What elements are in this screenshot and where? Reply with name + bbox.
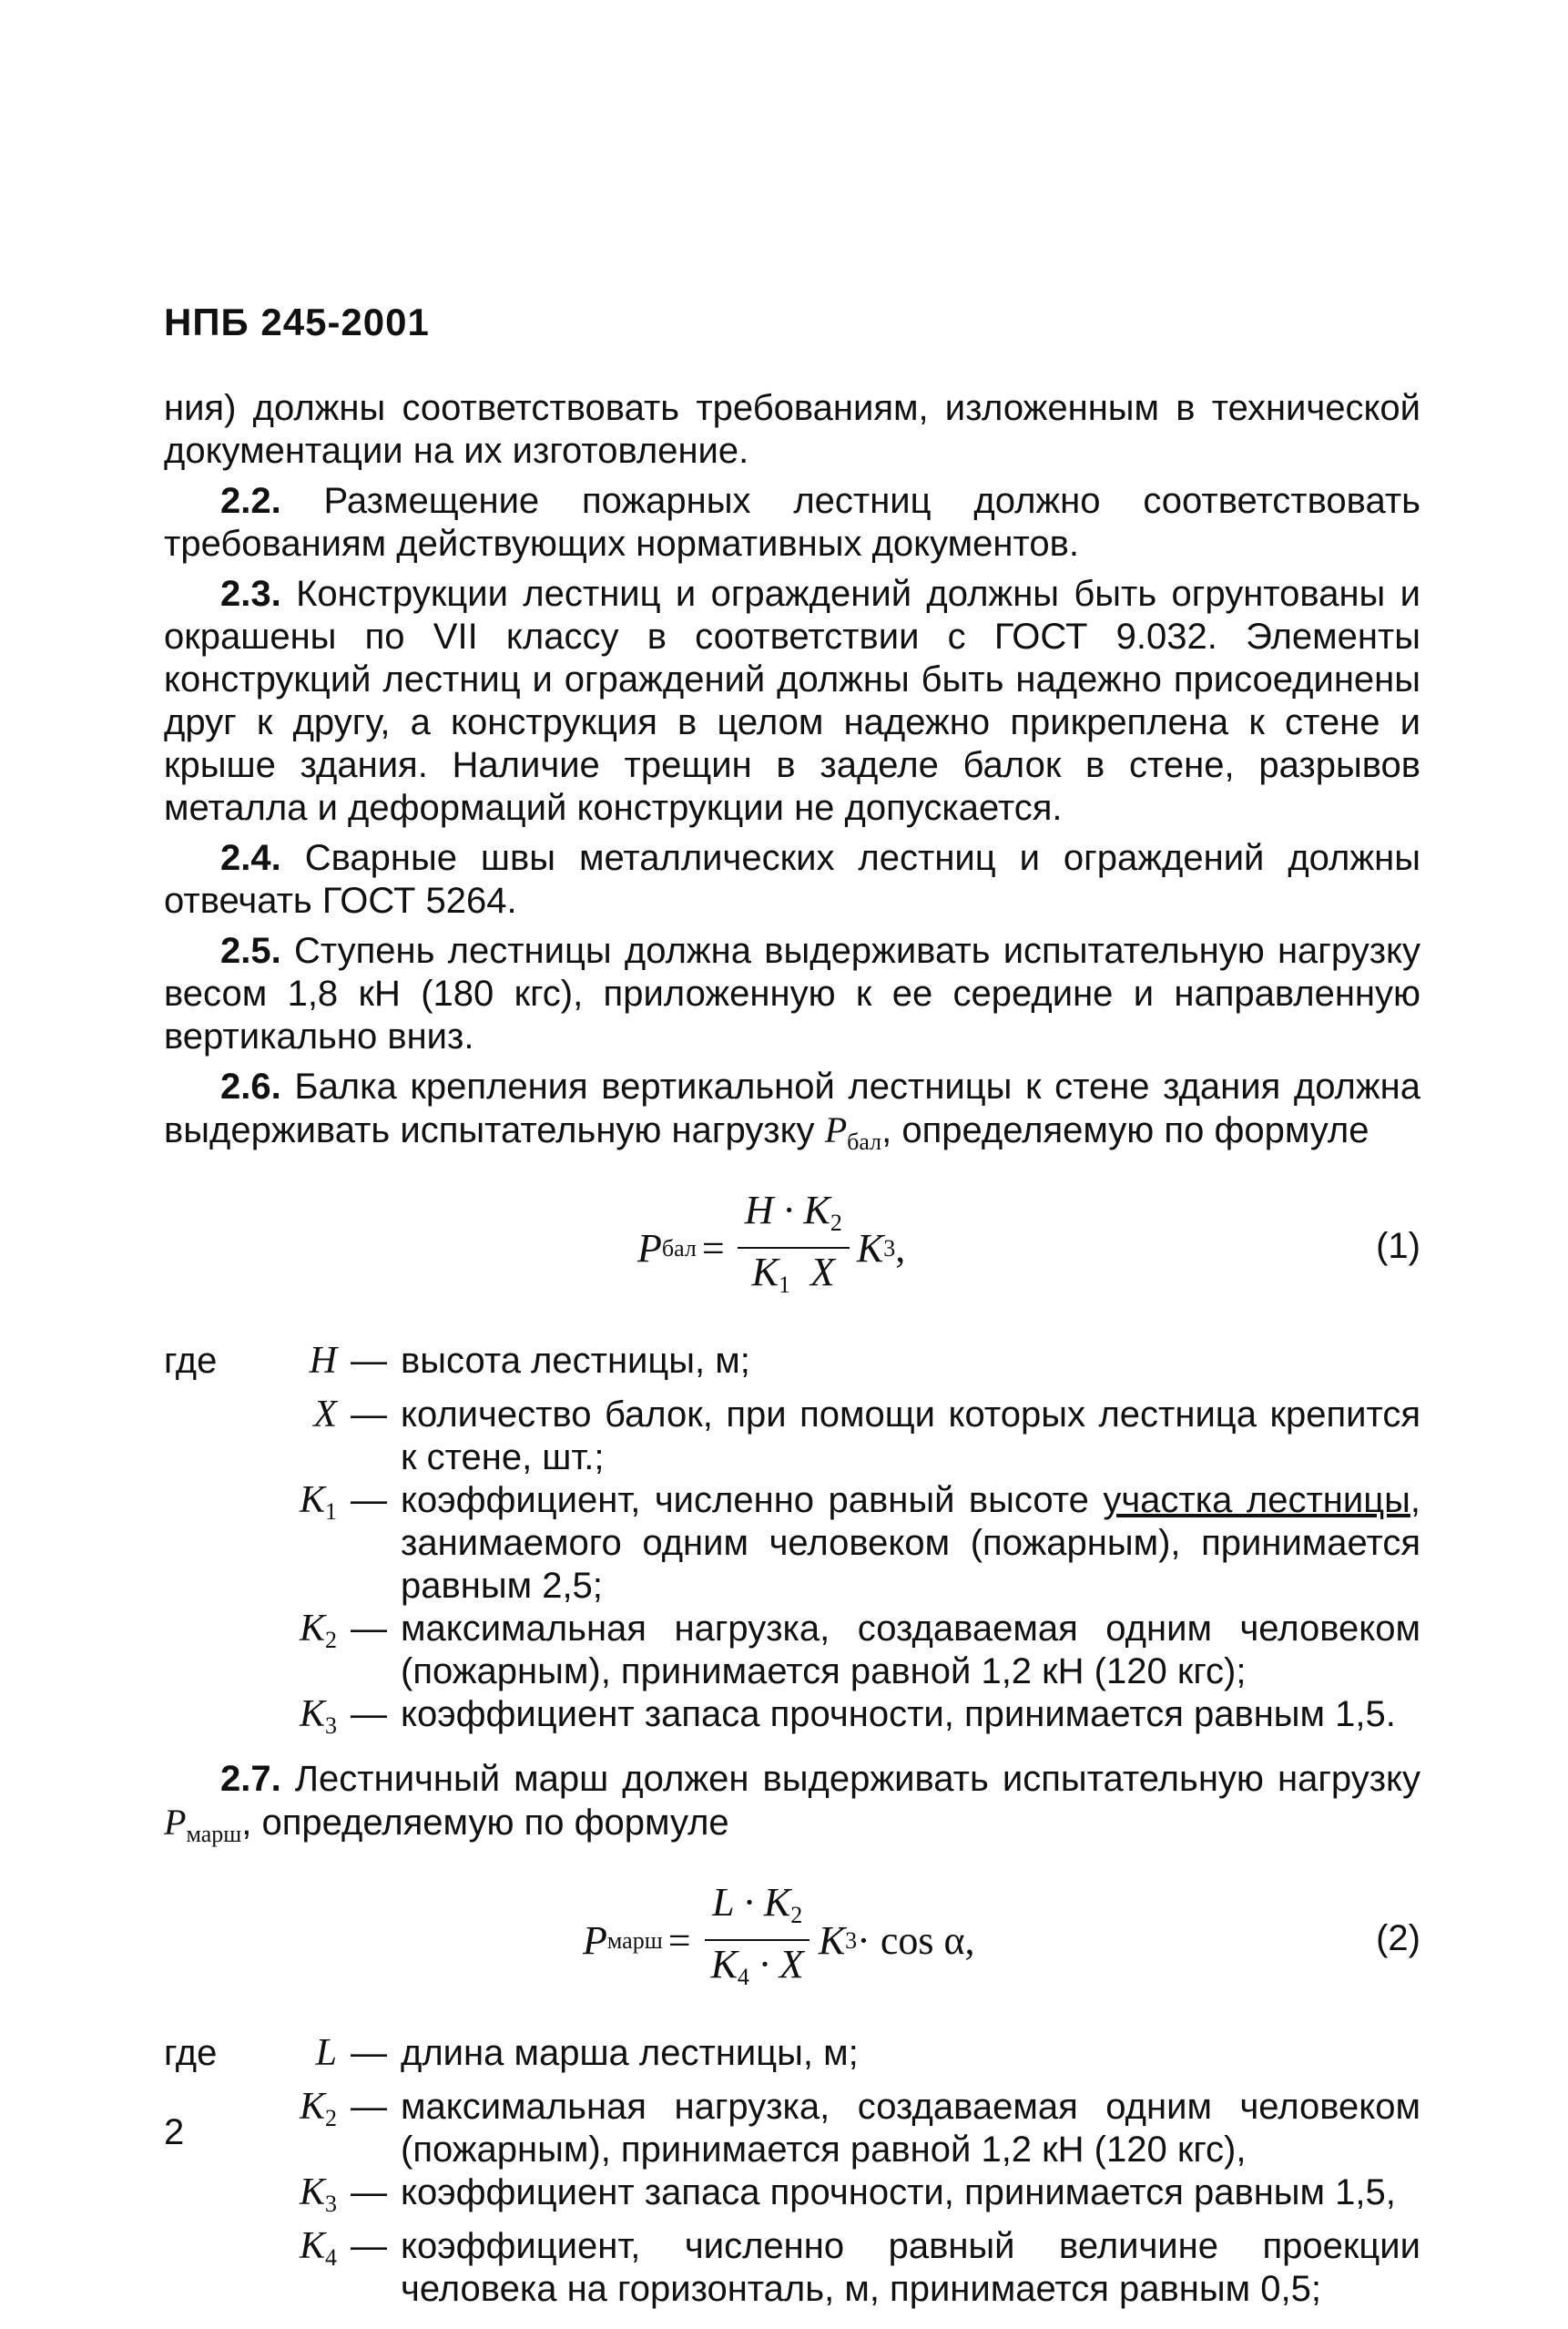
definition-dash: — (351, 1480, 387, 1520)
definition-symbol (282, 1693, 337, 1747)
symbol-subscript: 3 (325, 2191, 337, 2217)
paragraph-2-5 (164, 930, 1420, 1058)
formula-tail: K (856, 1225, 884, 1271)
denominator-text: K (751, 1250, 779, 1294)
definition-lead (164, 1479, 282, 1608)
page-number: 2 (164, 2112, 185, 2152)
definition-item (164, 1340, 1420, 1394)
definition-text: максимальная нагрузка, создаваемая одним человеком (пожарным), принимается равной 1,2 кН (120 кгс); (401, 1609, 1420, 1691)
symbol-letter: L (315, 2032, 337, 2074)
paragraph-2-7 (164, 1758, 1420, 1855)
definitions-formula-1 (164, 1340, 1420, 1747)
denominator-text-b: X (810, 1250, 835, 1294)
definition-dash: — (351, 2033, 387, 2073)
formula-tail-subscript: 3 (845, 1926, 858, 1954)
definition-symbol (282, 1394, 337, 1479)
fraction-numerator (705, 1879, 809, 1941)
definition-symbol (282, 2032, 337, 2086)
symbol-p: P (164, 1802, 187, 1843)
symbol-subscript: бал (847, 1129, 882, 1155)
definition-text: коэффициент запаса прочности, принимается равным 1,5. (401, 1694, 1396, 1734)
numerator-text: H · K (744, 1188, 830, 1232)
definition-lead: где (164, 2033, 218, 2073)
symbol-letter: K (299, 1608, 325, 1650)
definition-item (164, 2171, 1420, 2225)
symbol-letter: X (313, 1394, 337, 1435)
definitions-formula-2 (164, 2032, 1420, 2311)
symbol-subscript: 4 (325, 2244, 337, 2271)
numerator-text: L · K (712, 1880, 791, 1925)
formula-1-expression (637, 1180, 905, 1316)
fraction-denominator (704, 1941, 811, 2001)
denominator-subscript: 1 (779, 1272, 790, 1298)
definition-item (164, 1479, 1420, 1608)
definition-text: длина марша лестницы, м; (401, 2033, 859, 2073)
paragraph-text: Ступень лестницы должна выдерживать испытательную нагрузку весом 1,8 кН (180 кгс), приложенную к ее середине и направленную вертикально вниз. (164, 931, 1420, 1057)
definition-item (164, 1693, 1420, 1747)
formula-number: (1) (1376, 1226, 1420, 1266)
paragraph-text: Конструкции лестниц и ограждений должны быть огрунтованы и окрашены по VII классу в соответствии с ГОСТ 9.032. Элементы конструкций лестниц и ограждений должны быть надежно присоединены друг к другу, а конструкция в целом надежно прикреплена к стене и крыше здания. Наличие трещин в заделе балок в стене, разрывов металла и деформаций конструкции не допускается. (164, 574, 1420, 828)
definition-dash: — (351, 2087, 387, 2127)
fraction-numerator (738, 1187, 850, 1249)
paragraph-2-6 (164, 1066, 1420, 1163)
definition-dash: — (351, 2172, 387, 2212)
formula-2-expression (583, 1872, 975, 2008)
definition-item (164, 2032, 1420, 2086)
denominator-text: K (710, 1942, 738, 1987)
definition-text: количество балок, при помощи которых лестница крепится к стене, шт.; (401, 1394, 1420, 1477)
formula-lhs: P (637, 1225, 662, 1271)
symbol-subscript: 2 (325, 2105, 337, 2131)
definition-lead (164, 2171, 282, 2225)
symbol-subscript: 2 (325, 1627, 337, 1653)
definition-text-underlined: участка лестницы (1103, 1480, 1410, 1520)
definition-symbol (282, 1340, 337, 1394)
definition-symbol (282, 2086, 337, 2171)
denominator-text-b: · X (748, 1942, 804, 1987)
definition-text (401, 1479, 1420, 1608)
definition-lead (164, 1394, 282, 1479)
paragraph-number: 2.4. (220, 838, 281, 878)
symbol-subscript: 1 (325, 1498, 337, 1525)
definition-lead (164, 1693, 282, 1747)
definition-lead (164, 1608, 282, 1693)
paragraph-text-end: , определяемую по формуле (881, 1110, 1369, 1150)
symbol-letter: K (299, 2225, 325, 2267)
symbol-letter: K (299, 1479, 325, 1521)
formula-1 (164, 1180, 1420, 1316)
paragraph-number: 2.3. (220, 574, 281, 614)
paragraph-text: Балка крепления вертикальной лестницы к стене здания должна выдерживать испытательную нагрузку (164, 1067, 1420, 1150)
definition-text-b: , занимаемого одним человеком (пожарным), принимается равным 2,5; (401, 1480, 1420, 1606)
symbol-letter: K (299, 2086, 325, 2128)
fraction-denominator (745, 1249, 842, 1309)
formula-2 (164, 1872, 1420, 2008)
formula-tail-end: · cos α, (857, 1917, 975, 1963)
paragraph-number: 2.2. (220, 481, 281, 521)
definition-dash: — (351, 1694, 387, 1734)
document-body (164, 387, 1420, 2322)
definition-item (164, 2225, 1420, 2311)
definition-text: коэффициент, численно равный величине проекции человека на горизонталь, м, принимается равным 0,5; (401, 2226, 1420, 2309)
paragraph-2-3 (164, 573, 1420, 830)
definition-text: максимальная нагрузка, создаваемая одним человеком (пожарным), принимается равной 1,2 кН (120 кгс), (401, 2087, 1420, 2170)
paragraph-continuation: ния) должны соответствовать требованиям, изложенным в технической документации на их изготовление. (164, 388, 1420, 471)
paragraph-2-4 (164, 837, 1420, 923)
formula-lhs-subscript: марш (606, 1926, 663, 1954)
definition-symbol (282, 1479, 337, 1608)
formula-number: (2) (1376, 1918, 1420, 1958)
definition-symbol (282, 2225, 337, 2311)
formula-tail-subscript: 3 (883, 1234, 896, 1262)
formula-lhs-subscript: бал (661, 1234, 697, 1262)
definition-lead: где (164, 1341, 218, 1381)
document-header: НПБ 245-2001 (164, 301, 430, 343)
paragraph-2-2 (164, 480, 1420, 566)
numerator-subscript: 2 (790, 1902, 803, 1928)
definition-item (164, 1394, 1420, 1479)
symbol-letter: K (299, 1693, 325, 1735)
formula-fraction (738, 1187, 850, 1309)
denominator-subscript: 4 (737, 1964, 749, 1990)
symbol-p: P (824, 1109, 848, 1150)
definition-lead (164, 2225, 282, 2311)
symbol-letter: H (309, 1340, 337, 1382)
formula-tail: K (818, 1917, 846, 1963)
paragraph-text: Сварные швы металлических лестниц и ограждений должны отвечать ГОСТ 5264. (164, 838, 1420, 921)
definition-symbol (282, 1608, 337, 1693)
formula-fraction (704, 1879, 811, 2001)
definition-text-a: коэффициент, численно равный высоте (401, 1480, 1104, 1520)
symbol-subscript: 3 (325, 1712, 337, 1739)
definition-item (164, 1608, 1420, 1693)
paragraph-text: Лестничный марш должен выдерживать испытательную нагрузку (294, 1759, 1420, 1799)
paragraph-number: 2.7. (220, 1759, 281, 1799)
formula-tail-end: , (895, 1225, 906, 1271)
formula-equals: = (667, 1917, 691, 1963)
definition-dash: — (351, 1394, 387, 1435)
definition-dash: — (351, 1341, 387, 1381)
definition-symbol (282, 2171, 337, 2225)
paragraph-text-end: , определяемую по формуле (241, 1803, 729, 1843)
definition-dash: — (351, 2226, 387, 2266)
formula-equals: = (701, 1225, 725, 1271)
definition-text: коэффициент запаса прочности, принимается равным 1,5, (401, 2172, 1396, 2212)
paragraph-text: Размещение пожарных лестниц должно соответствовать требованиям действующих нормативных документов. (164, 481, 1420, 564)
paragraph-number: 2.5. (220, 931, 281, 971)
symbol-subscript: марш (186, 1821, 242, 1847)
definition-dash: — (351, 1609, 387, 1649)
definition-text: высота лестницы, м; (401, 1341, 750, 1381)
formula-lhs: P (583, 1917, 607, 1963)
symbol-letter: K (299, 2171, 325, 2213)
definition-item (164, 2086, 1420, 2171)
numerator-subscript: 2 (830, 1210, 842, 1236)
paragraph-number: 2.6. (220, 1067, 281, 1107)
